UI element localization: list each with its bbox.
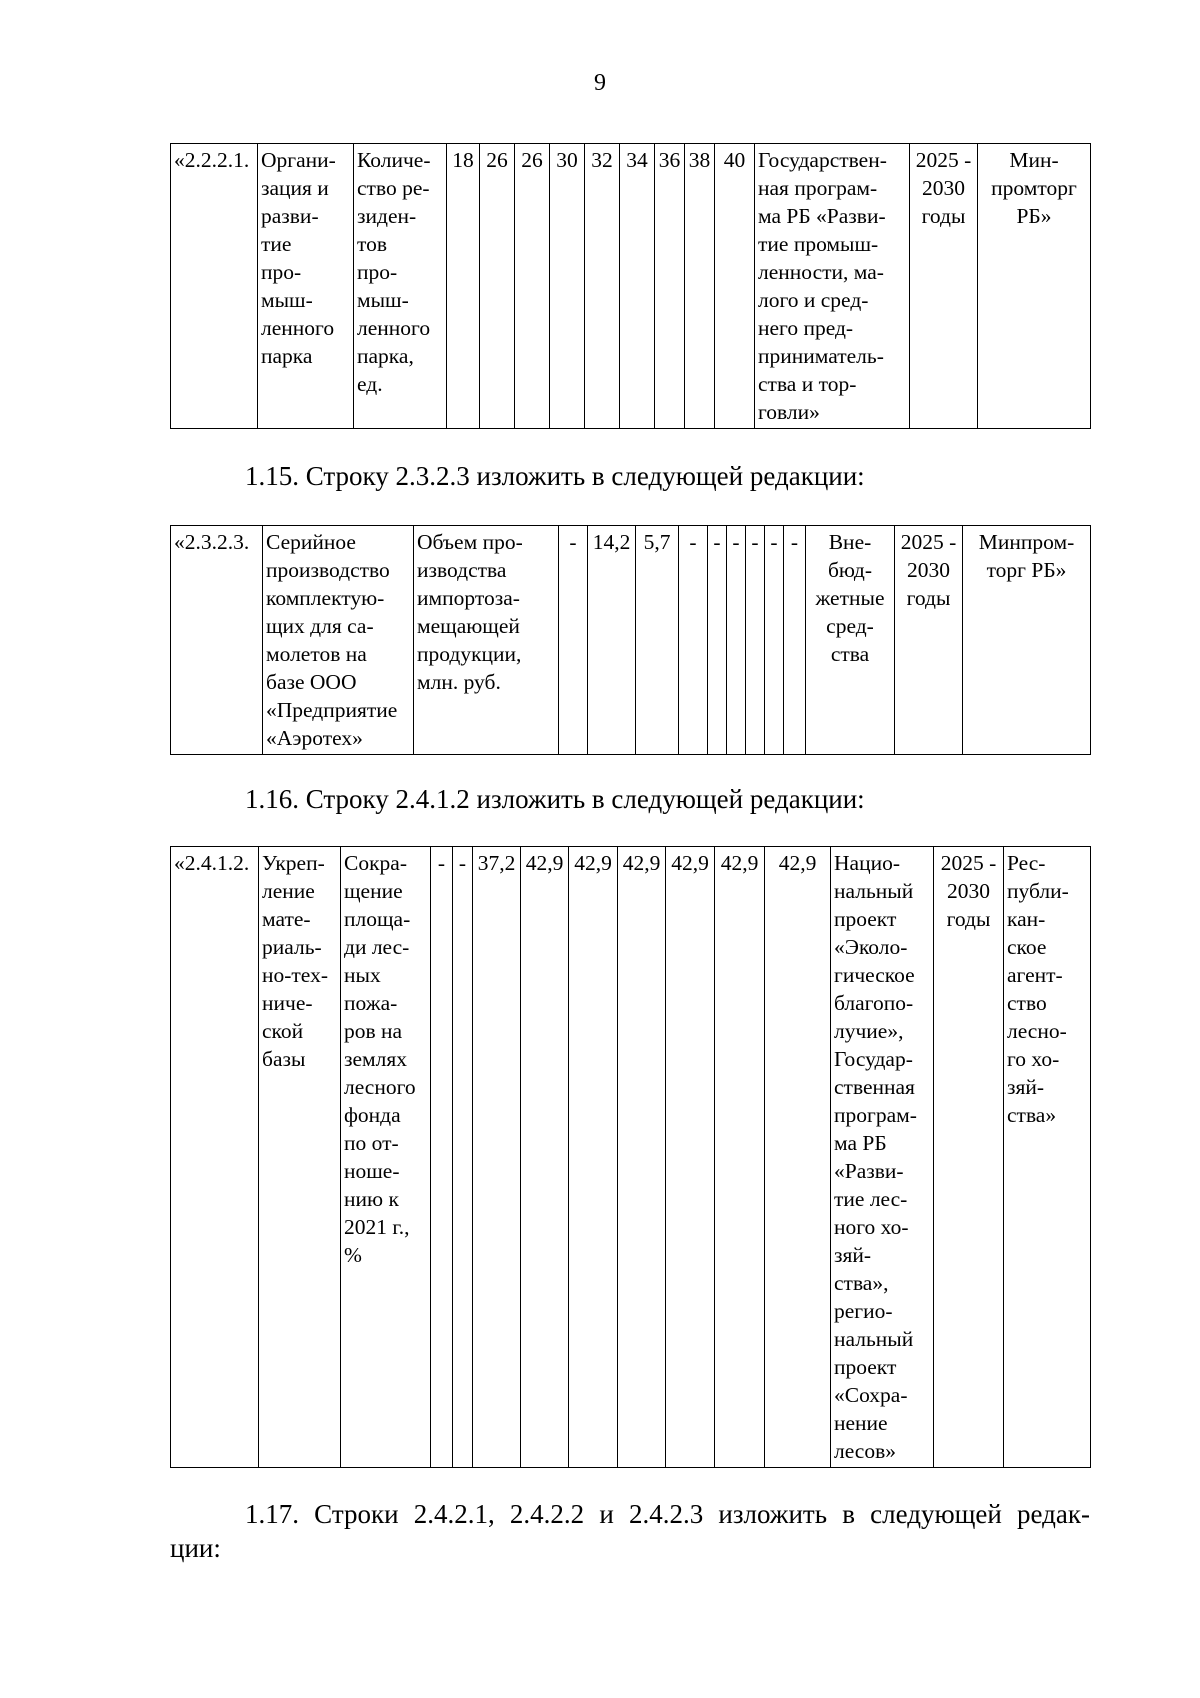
cell-event: Укреп- ление мате- риаль- но-тех- ниче- ской базы bbox=[259, 847, 341, 1468]
cell-executor: Мин- промторг РБ» bbox=[978, 144, 1091, 429]
cell-value: 30 bbox=[550, 144, 585, 429]
cell-value: 42,9 bbox=[521, 847, 569, 1468]
cell-value: 34 bbox=[620, 144, 655, 429]
page-number: 9 bbox=[594, 70, 606, 96]
cell-value: 36 bbox=[655, 144, 685, 429]
table-row-2-2-2-1 bbox=[170, 143, 1091, 429]
cell-value: - bbox=[727, 526, 746, 755]
paragraph-1-17-continuation: ции: bbox=[170, 1533, 221, 1563]
cell-value: 42,9 bbox=[618, 847, 666, 1468]
cell-period: 2025 - 2030 годы bbox=[934, 847, 1004, 1468]
table-row bbox=[171, 144, 1091, 429]
cell-value: - bbox=[559, 526, 588, 755]
cell-source: Государствен- ная програм- ма РБ «Разви- тие промыш- ленности, ма- лого и сред- него пред- приниматель- ства и тор- говли» bbox=[755, 144, 910, 429]
cell-value: - bbox=[679, 526, 708, 755]
cell-value: 42,9 bbox=[715, 847, 765, 1468]
paragraph-1-16: 1.16. Строку 2.4.1.2 изложить в следующей редакции: bbox=[245, 784, 865, 814]
cell-value: 40 bbox=[715, 144, 755, 429]
cell-value: - bbox=[431, 847, 453, 1468]
cell-value: - bbox=[765, 526, 784, 755]
cell-period: 2025 - 2030 годы bbox=[895, 526, 963, 755]
cell-indicator: Объем про- изводства импортоза- мещающей продукции, млн. руб. bbox=[414, 526, 559, 755]
cell-value: 18 bbox=[447, 144, 480, 429]
cell-value: 37,2 bbox=[473, 847, 521, 1468]
cell-value: 26 bbox=[515, 144, 550, 429]
paragraph-1-17: 1.17. Строки 2.4.2.1, 2.4.2.2 и 2.4.2.3 изложить в следующей редак- bbox=[245, 1499, 1090, 1529]
paragraph-1-15: 1.15. Строку 2.3.2.3 изложить в следующей редакции: bbox=[245, 461, 865, 491]
cell-value: 38 bbox=[685, 144, 715, 429]
cell-value: 5,7 bbox=[636, 526, 679, 755]
cell-value: 26 bbox=[480, 144, 515, 429]
cell-executor: Рес- публи- кан- ское агент- ство лесно- го хо- зяй- ства» bbox=[1004, 847, 1091, 1468]
cell-period: 2025 - 2030 годы bbox=[910, 144, 978, 429]
cell-value: 42,9 bbox=[765, 847, 831, 1468]
cell-indicator: Сокра- щение площа- ди лес- ных пожа- ров на землях лесного фонда по от- ноше- нию к 2021 г., % bbox=[341, 847, 431, 1468]
cell-event: Органи- зация и разви- тие про- мыш- ленного парка bbox=[258, 144, 354, 429]
cell-source: Нацио- нальный проект «Эколо- гическое благопо- лучие», Государ- ственная програм- ма РБ «Разви- тие лес- ного хо- зяй- ства», регио- нальный проект «Сохра- нение лесов» bbox=[831, 847, 934, 1468]
cell-value: 14,2 bbox=[588, 526, 636, 755]
table-row-2-3-2-3 bbox=[170, 525, 1091, 755]
cell-code: «2.4.1.2. bbox=[171, 847, 259, 1468]
table-row-2-4-1-2 bbox=[170, 846, 1091, 1468]
table-row bbox=[171, 526, 1091, 755]
table-row bbox=[171, 847, 1091, 1468]
cell-value: - bbox=[453, 847, 473, 1468]
cell-value: 42,9 bbox=[666, 847, 715, 1468]
cell-executor: Минпром- торг РБ» bbox=[963, 526, 1091, 755]
cell-code: «2.2.2.1. bbox=[171, 144, 258, 429]
cell-source: Вне- бюд- жетные сред- ства bbox=[806, 526, 895, 755]
cell-value: - bbox=[784, 526, 806, 755]
cell-value: - bbox=[708, 526, 727, 755]
cell-value: - bbox=[746, 526, 765, 755]
cell-value: 32 bbox=[585, 144, 620, 429]
cell-indicator: Количе- ство ре- зиден- тов про- мыш- ленного парка, ед. bbox=[354, 144, 447, 429]
cell-code: «2.3.2.3. bbox=[171, 526, 263, 755]
cell-value: 42,9 bbox=[569, 847, 618, 1468]
cell-event: Серийное производство комплектую- щих для са- молетов на базе ООО «Предприятие «Аэротех» bbox=[263, 526, 414, 755]
